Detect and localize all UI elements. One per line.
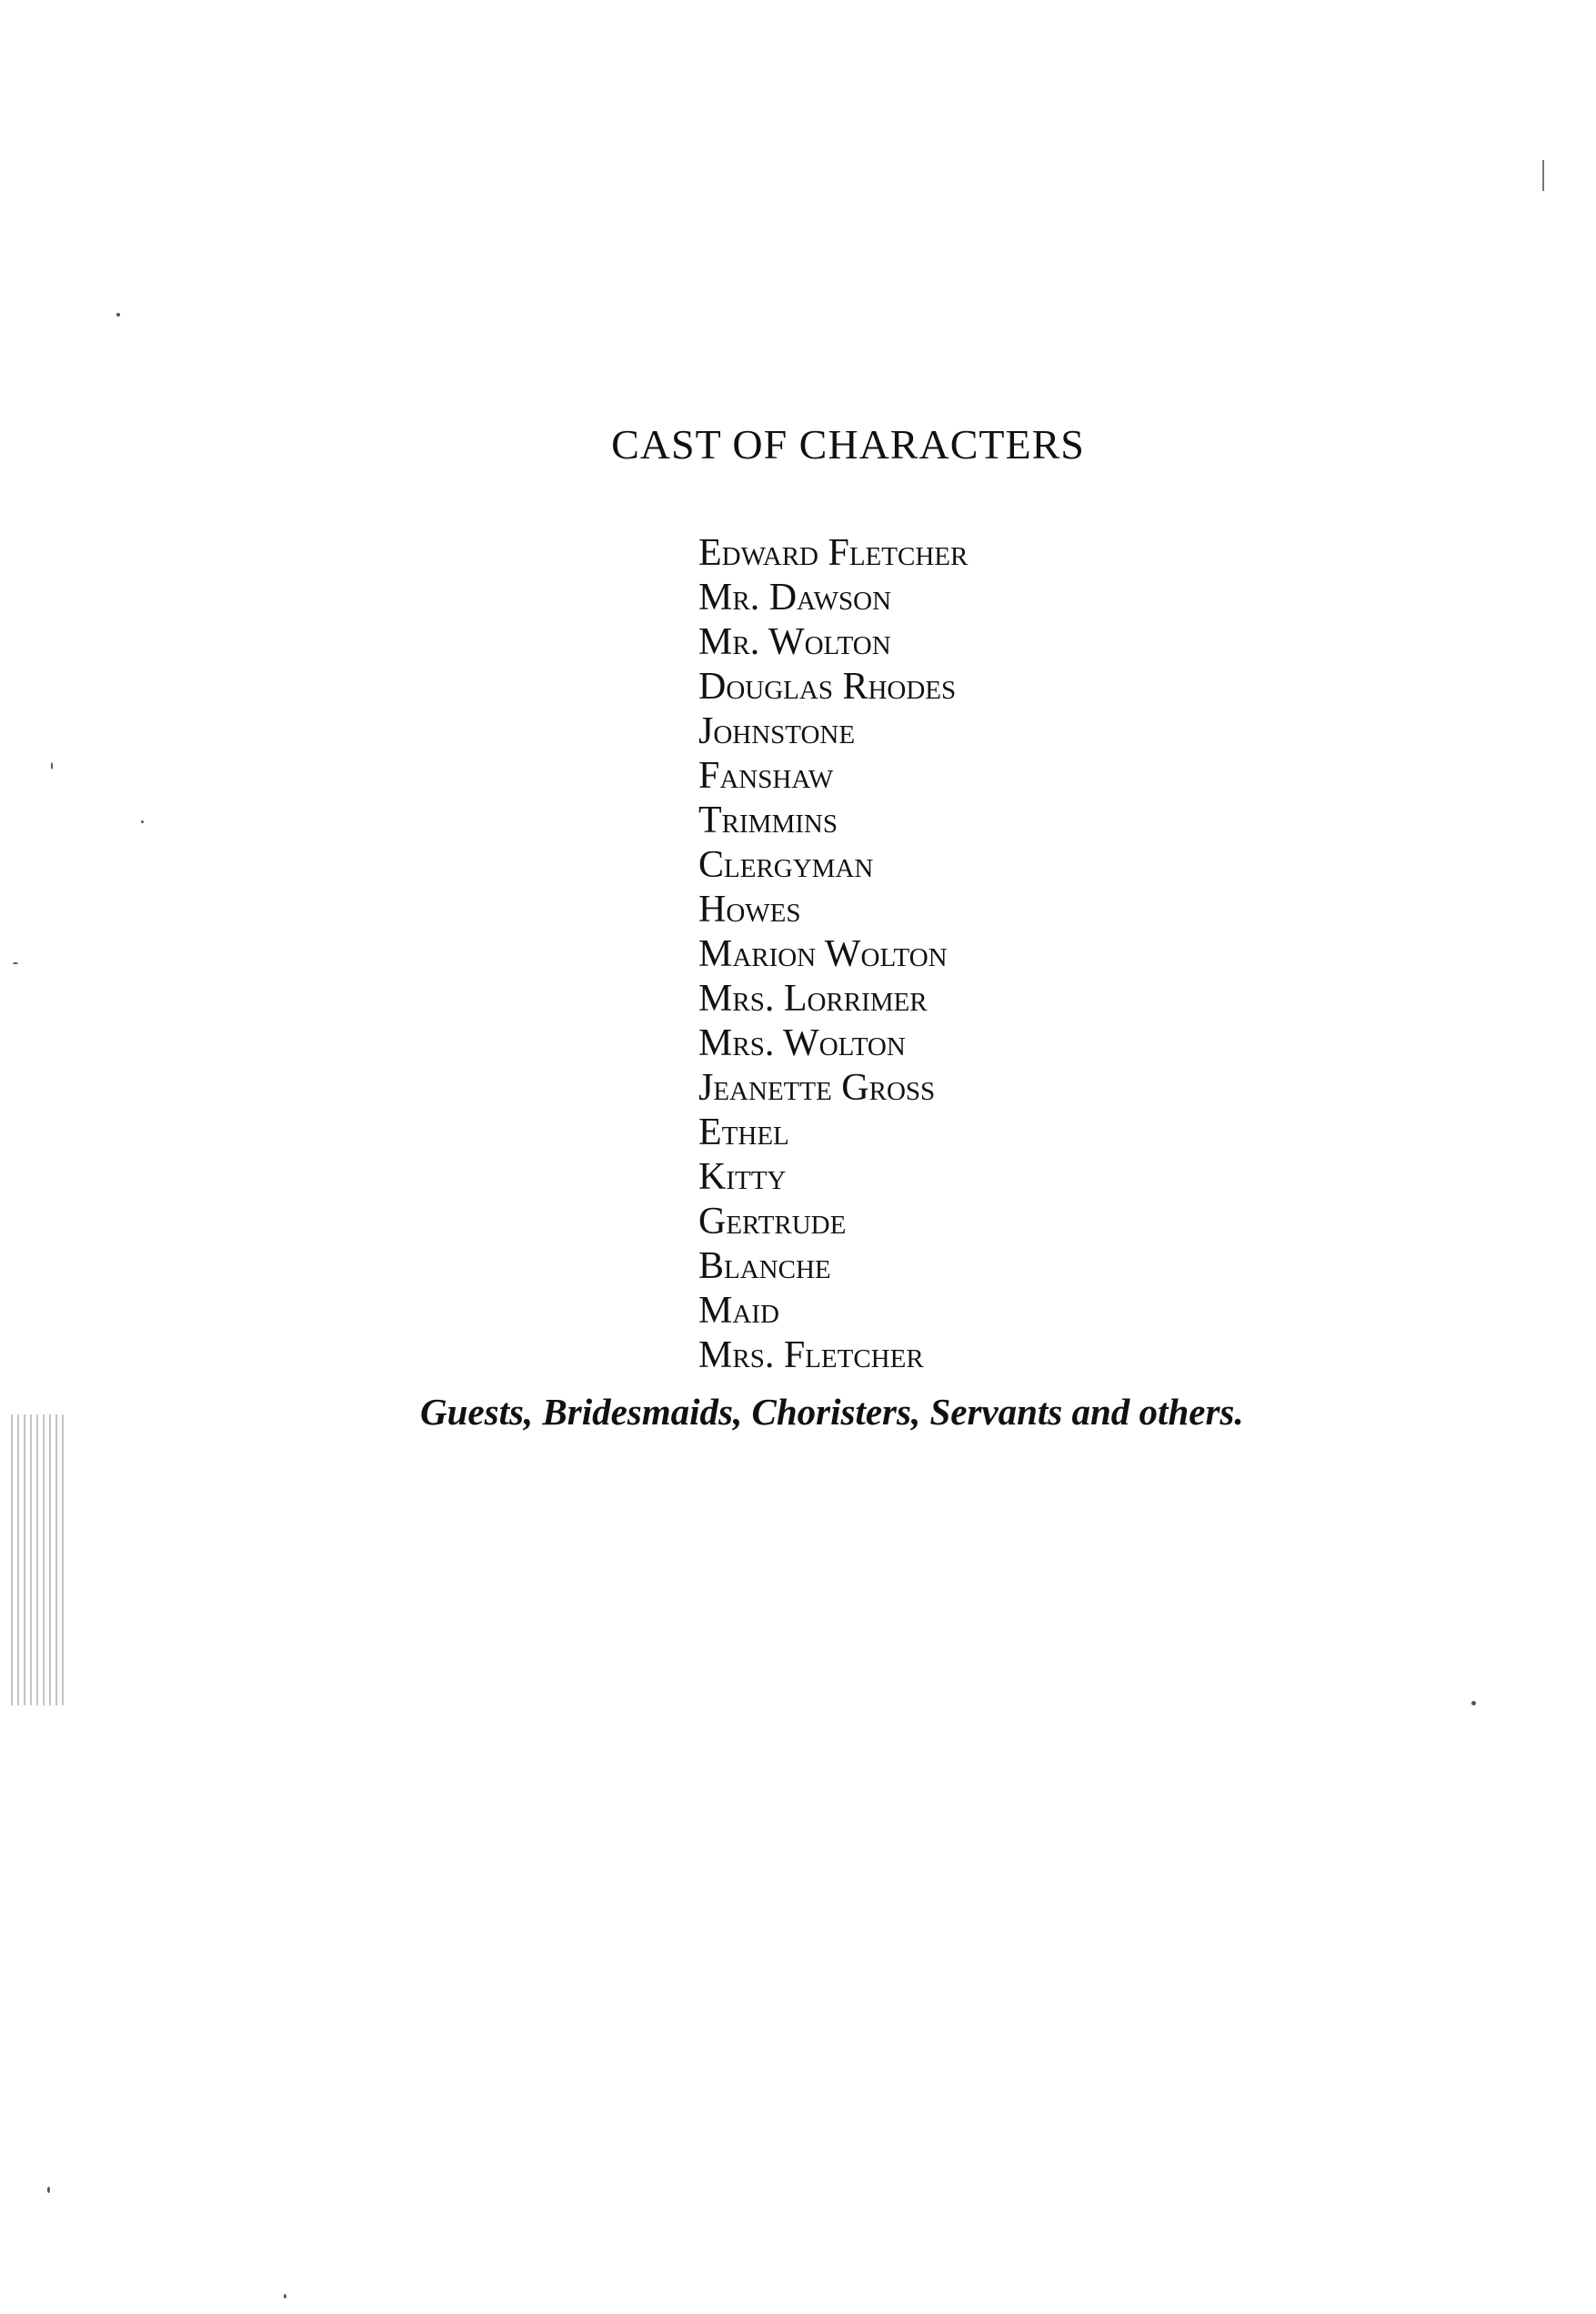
cast-member: Fanshaw <box>698 755 834 797</box>
scan-speck <box>47 2187 50 2193</box>
cast-member: Mr. Wolton <box>698 621 891 663</box>
cast-member: Blanche <box>698 1245 831 1287</box>
cast-member: Kitty <box>698 1156 787 1198</box>
scan-speck <box>116 313 120 317</box>
scan-speck <box>1471 1701 1476 1705</box>
scan-speck <box>284 2294 286 2299</box>
cast-member: Howes <box>698 889 801 931</box>
cast-member: Edward Fletcher <box>698 532 969 574</box>
cast-member: Mrs. Wolton <box>698 1022 906 1064</box>
scan-edge-mark <box>1542 160 1544 191</box>
scan-speck <box>141 820 144 823</box>
cast-member: Jeanette Gross <box>698 1067 936 1109</box>
supporting-cast-note: Guests, Bridesmaids, Choristers, Servants and others. <box>420 1391 1244 1433</box>
cast-member: Johnstone <box>698 710 856 752</box>
cast-member: Gertrude <box>698 1201 847 1243</box>
cast-member: Trimmins <box>698 800 838 841</box>
cast-member: Mrs. Fletcher <box>698 1334 924 1376</box>
cast-member: Douglas Rhodes <box>698 666 957 708</box>
cast-list <box>698 531 968 1378</box>
cast-member: Marion Wolton <box>698 933 948 975</box>
cast-member: Maid <box>698 1290 779 1332</box>
scan-speck <box>51 762 53 770</box>
cast-member: Mrs. Lorrimer <box>698 978 928 1020</box>
cast-member: Clergyman <box>698 844 874 886</box>
scan-speck <box>13 962 18 964</box>
page-title: CAST OF CHARACTERS <box>611 421 1085 468</box>
cast-member: Ethel <box>698 1112 789 1153</box>
scan-noise <box>11 1414 67 1705</box>
cast-member: Mr. Dawson <box>698 577 892 619</box>
